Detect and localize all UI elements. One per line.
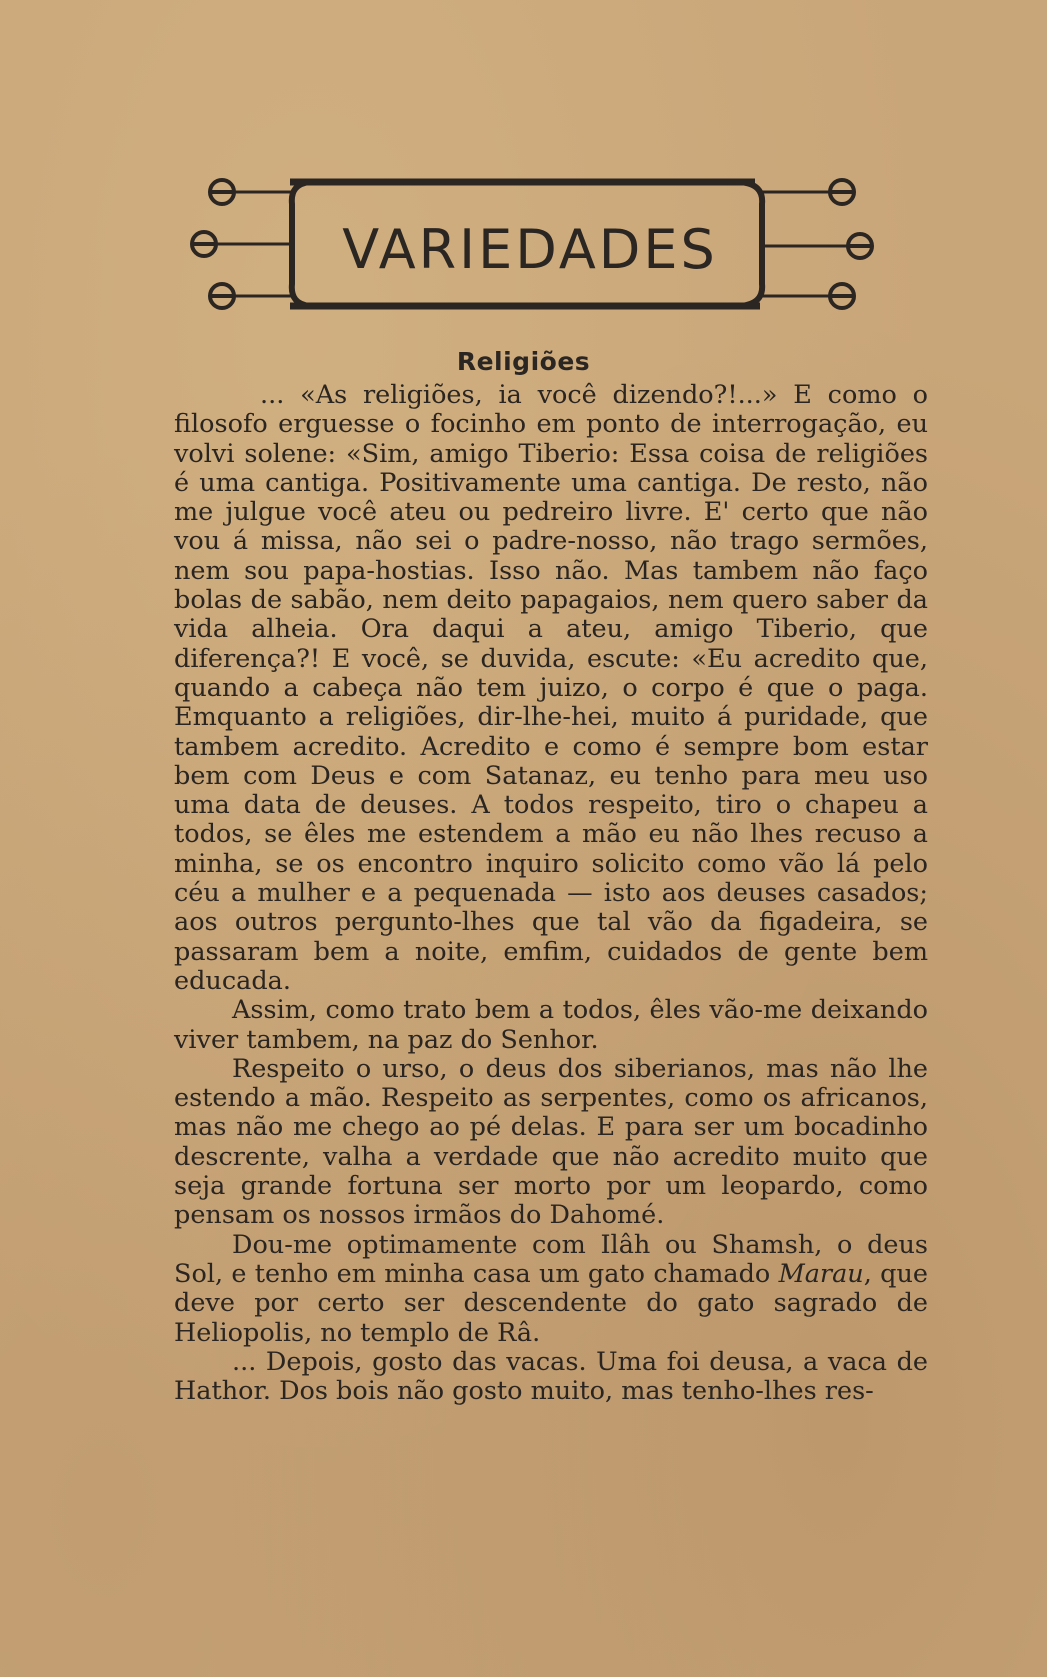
paragraph-2: Assim, como trato bem a todos, êles vão-me deixando viver tambem, na paz do Senhor. (174, 995, 928, 1055)
banner-title: VARIEDADES (342, 218, 718, 281)
cat-name: Marau (778, 1258, 864, 1289)
section-banner (170, 160, 890, 320)
left-circle-icon-bottom (210, 284, 234, 308)
right-circle-icon-top (830, 180, 854, 204)
paragraph-4-end: , que deve por certo ser descendente do gato sagrado de Heliopolis, no templo de Râ. (174, 1258, 928, 1348)
paragraph-3: Respeito o urso, o deus dos siberianos, mas não lhe estendo a mão. Respeito as serpentes, como os africanos, mas não me chego ao pé delas. E para ser um bocadinho descrente, valha a verdade que não acredito muito que seja grande fortuna ser morto por um leopardo, como pensam os nossos irmãos do Dahomé. (174, 1053, 928, 1231)
paragraph-1: ... «As religiões, ia você dizendo?!...» E como o filosofo erguesse o focinho em ponto de interrogação, eu volvi solene: «Sim, amigo Tiberio: Essa coisa de religiões é uma cantiga. Positivamente uma cantiga. De resto, não me julgue você ateu ou pedreiro livre. E' certo que não vou á missa, não sei o padre-nosso, não trago sermões, nem sou papa-hostias. Isso não. Mas tambem não faço bolas de sabão, nem deito papagaios, nem quero saber da vida alheia. Ora daqui a ateu, amigo Tiberio, que diferença?! E você, se duvida, escute: «Eu acredito que, quando a cabeça não tem juizo, o corpo é que o paga. Emquanto a religiões, dir-lhe-hei, muito á puridade, que tambem acredito. Acredito e como é sempre bom estar bem com Deus e com Satanaz, eu tenho para meu uso uma data de deuses. A todos respeito, tiro o chapeu a todos, se êles me estendem a mão eu não lhes recuso a minha, se os encontro inquiro solicito como vão lá pelo céu a mulher e a pequenada — isto aos deuses casados; aos outros pergunto-lhes que tal vão da figadeira, se passaram bem a noite, emfim, cuidados de gente bem educada. (174, 380, 928, 996)
paragraph-5: ... Depois, gosto das vacas. Uma foi deusa, a vaca de Hathor. Dos bois não gosto muito, mas tenho-lhes res- (174, 1346, 928, 1407)
right-circle-icon-bottom (830, 284, 854, 308)
right-circle-icon-middle (848, 234, 872, 258)
left-circle-icon-middle (192, 232, 216, 256)
paragraph-4 (174, 1231, 928, 1348)
article-body (174, 381, 928, 1406)
left-circle-icon-top (210, 180, 234, 204)
article-title: Religiões (456, 347, 591, 376)
paragraph-4-start: Dou-me optimamente com Ilâh ou Shamsh, o deus Sol, e tenho em minha casa um gato chamado (174, 1229, 928, 1289)
